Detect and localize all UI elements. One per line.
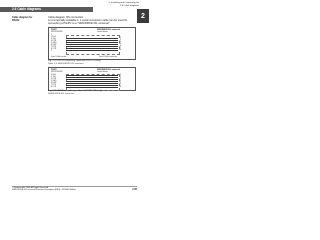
fig1-left-pin: 7 RTS: [51, 46, 57, 48]
fig1-left-pin: 4 DTR: [51, 40, 57, 42]
footer-copyright: © Siemens AG 2003 All Rights Reserved: [12, 187, 49, 189]
intro-text: [48, 16, 127, 25]
fig1-right-pin: 6: [120, 44, 121, 47]
fig2-left-pin: 7 RTS: [51, 84, 57, 86]
fig1-right-pin-list: [120, 37, 132, 53]
fig1-right-pin: 2: [120, 36, 121, 39]
intro-line-3: connecting a PG/PC to a "SIMODRIVE 611 universal".: [48, 22, 111, 25]
fig2-right-pin: 3: [120, 76, 121, 78]
fig2-left-title: PG/PC: [51, 69, 57, 71]
fig1-left-pin: 9: [51, 50, 52, 52]
fig2-left-pin: 2 RxD: [51, 74, 56, 76]
footer-edition: SIMODRIVE 611 universal Function Description (FBU) - 05/2003 Edition: [12, 189, 76, 192]
fig1-caption-secondary: Table 2-3 SIMODRIVE 611 universal: [48, 62, 84, 65]
fig2-right-sub: control board: [97, 71, 108, 73]
fig2-caption-secondary: SIMODRIVE 611 universal: [48, 93, 74, 95]
fig2-left-pin: 5 GND: [51, 80, 57, 82]
fig1-left-pin-list: [51, 34, 65, 57]
intro-line-2: A commercially available 1: 1 serial connection cable can be used for: [48, 19, 128, 22]
fig1-caption: Fig. 2-10 RS232 connecting cable with PG/PC (9-way): [48, 59, 101, 62]
fig2-right-pin: 5: [120, 80, 121, 82]
fig1-right-title: SIMODRIVE 611 universal: [97, 29, 121, 31]
fig1-right-pin: 7: [120, 46, 121, 49]
fig1-left-sub: RS232/RS485: [51, 31, 63, 33]
fig2-left-pin: 6 DSR: [51, 82, 57, 84]
fig1-connector-left: 9-pin D-Sub socket: [51, 55, 67, 58]
fig1-left-pin: 8 CTS: [51, 48, 57, 50]
fig1-left-pin: 2 RxD: [51, 36, 56, 38]
fig2-right-pin-list: [120, 74, 132, 89]
side-label-line-1: Cable diagram for: [12, 16, 33, 19]
side-label-line-2: RS232: [12, 19, 20, 22]
fig1-left-pin: 3 TxD: [51, 38, 56, 40]
fig2-right-pin: 2: [120, 74, 121, 76]
fig2-left-sub: RS232/RS485: [51, 71, 63, 73]
fig1-left-pin: 1: [51, 34, 52, 36]
page-number: 2-85: [132, 188, 137, 191]
fig2-right-pin: 4: [120, 78, 121, 80]
fig2-caption: Fig. 2-11 RS232 connecting cable with PG/PC (25-way): [48, 90, 102, 92]
fig1-right-pin: 8: [120, 48, 121, 51]
fig1-right-pin: 4: [120, 40, 121, 43]
running-header-section: 2.6 Cable diagrams: [120, 4, 139, 7]
fig2-left-pin: 3 TxD: [51, 76, 56, 78]
fig1-left-pin: 6 DSR: [51, 44, 57, 46]
chapter-tab: 2: [137, 9, 149, 23]
fig2-right-title: SIMODRIVE 611 universal: [97, 69, 121, 71]
fig1-right-sub: control board: [97, 31, 108, 33]
fig2-left-pin-list: [51, 74, 65, 89]
fig2-right-pin: 6: [120, 82, 121, 84]
fig2-right-pin: 7: [120, 84, 121, 86]
fig1-right-pin: 5: [120, 42, 121, 45]
cable-diagram-9-pin: [48, 27, 136, 60]
running-header: [109, 2, 139, 7]
fig1-left-pin: 5 GND: [51, 42, 57, 44]
fig2-left-pin: 8 CTS: [51, 86, 57, 88]
fig2-right-pin: 8: [120, 86, 121, 88]
intro-line-1: Cable diagram, RS connection: [48, 16, 84, 19]
fig2-left-pin: 4 DTR: [51, 78, 57, 80]
footer-left: [12, 187, 76, 192]
running-header-chapter: 2. Installing and Connecting Up: [108, 2, 139, 4]
cable-diagram-25-pin: [48, 67, 136, 91]
fig1-connector-right: 9-pin D-Sub connector: [99, 55, 117, 58]
section-title: 2.6 Cable diagrams: [12, 7, 42, 12]
fig1-right-pin: 3: [120, 38, 121, 41]
side-label: [12, 16, 32, 22]
fig1-left-title: PG/PC: [51, 29, 57, 31]
